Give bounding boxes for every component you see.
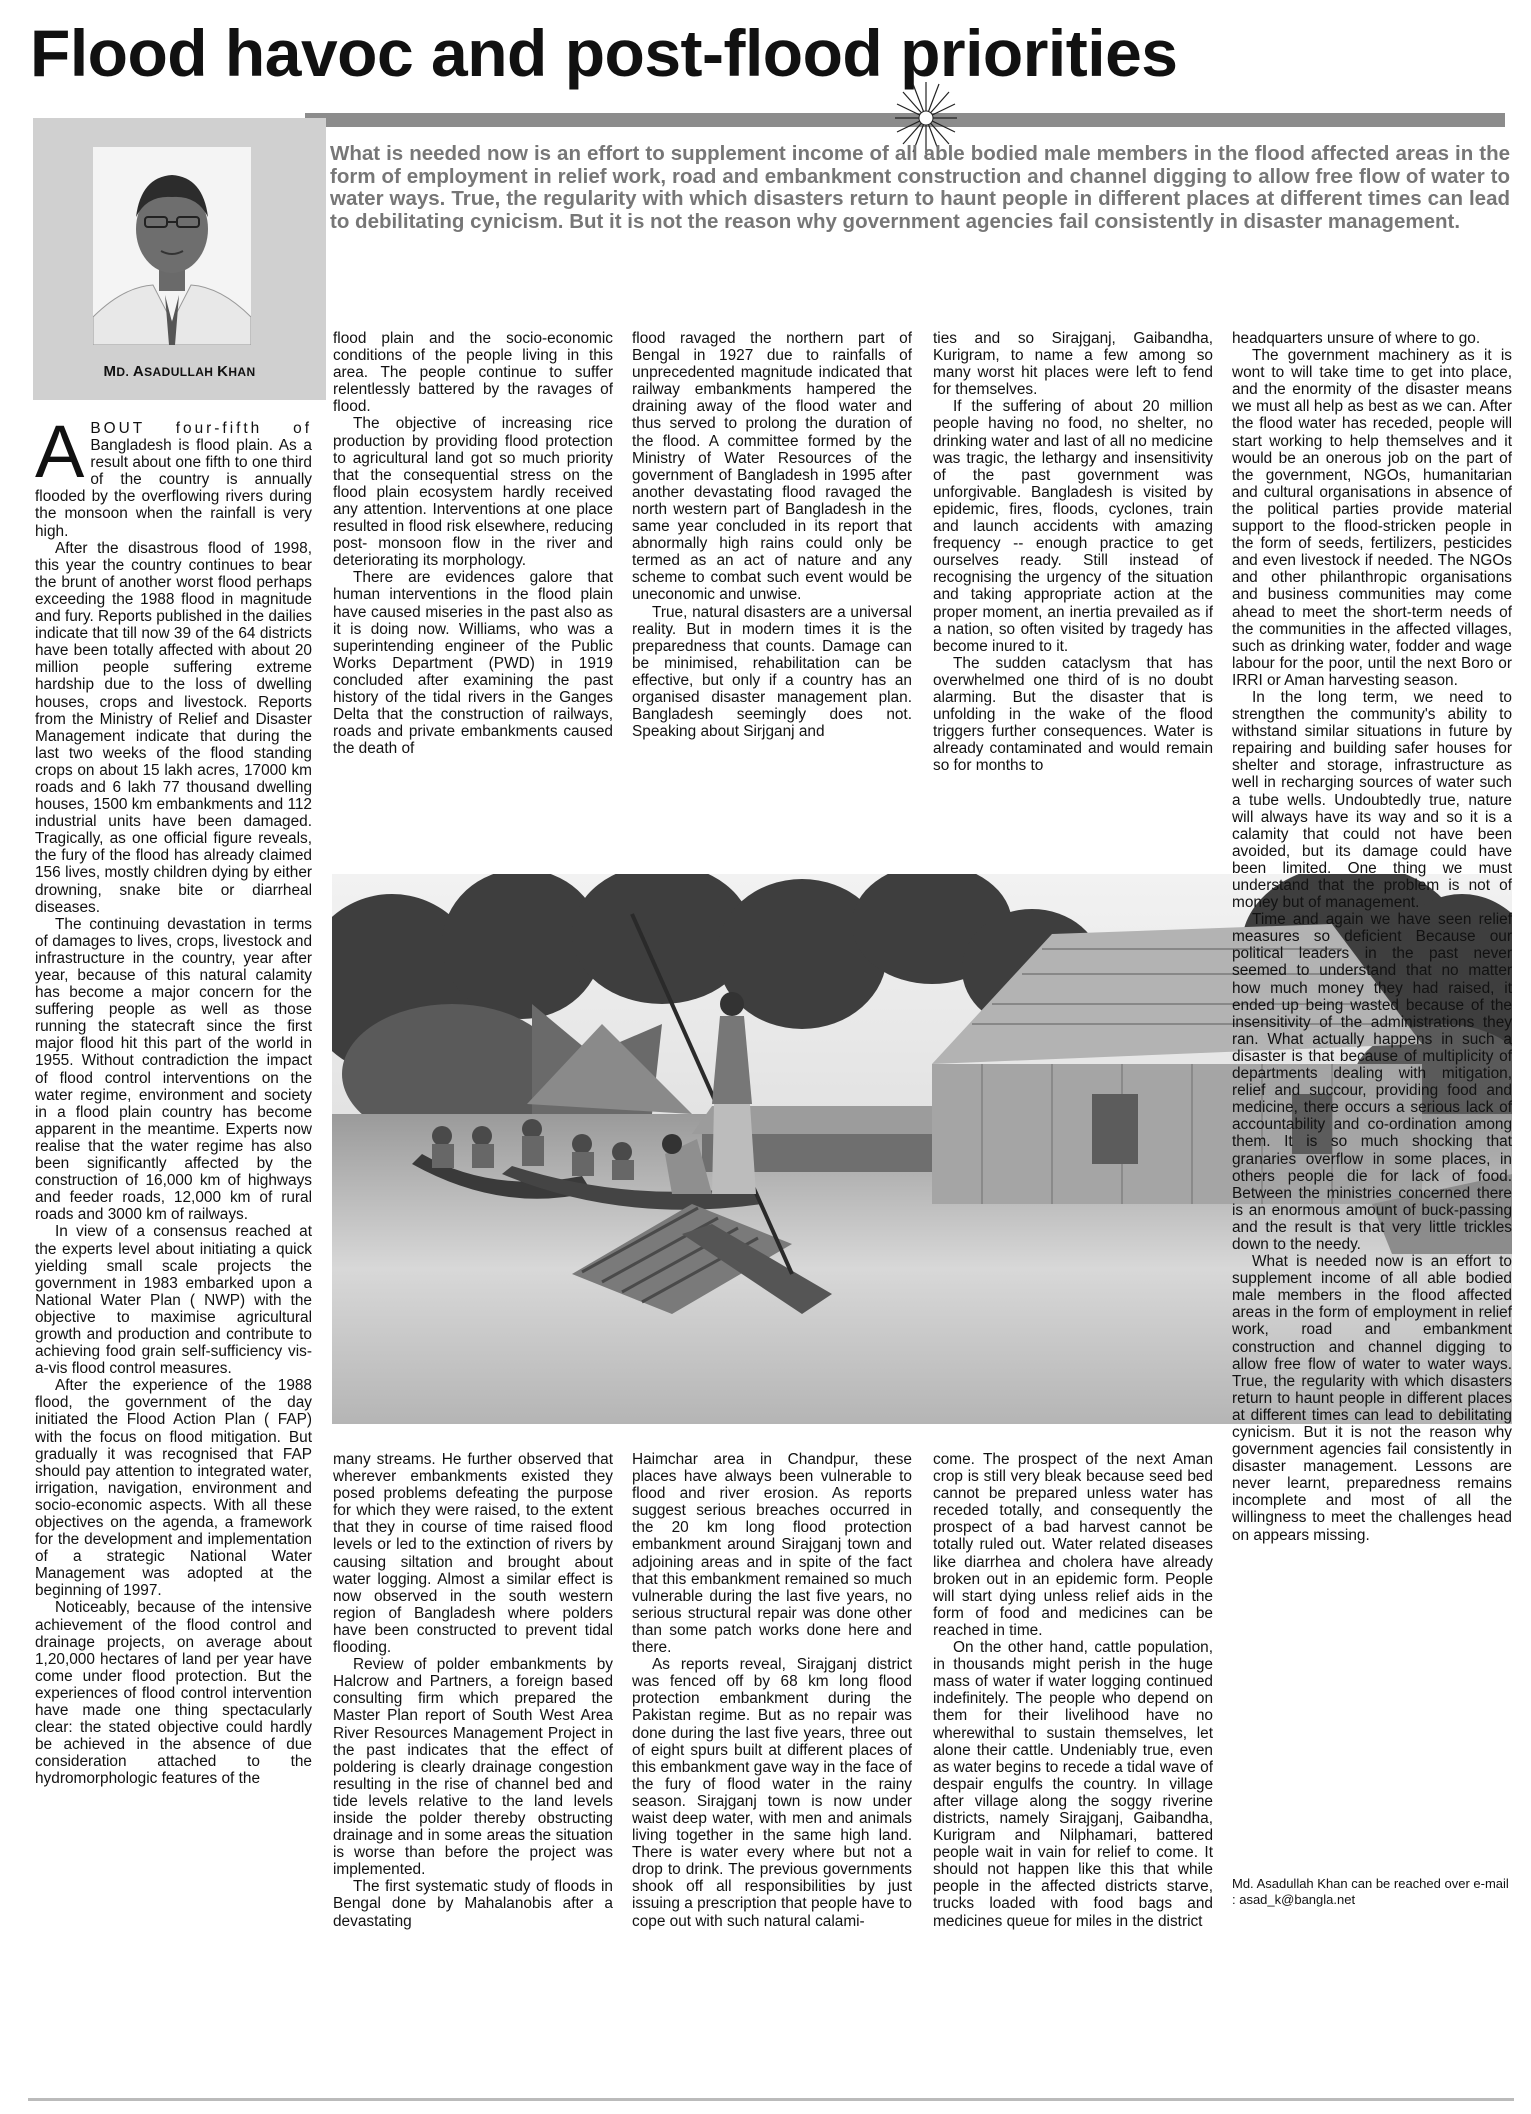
author-byline: MD. ASADULLAH KHAN — [103, 363, 256, 380]
bottom-rule — [28, 2098, 1514, 2101]
article-column-3-top: flood ravaged the northern part of Bengal in 1927 due to rainfalls of unprecedented magnitude indicated that railway embankments hampered the draining away of the flood water and thus served to prolong the duration of the flood. A committee formed by the Ministry of Water Resources of the government of Bangladesh in 1995 after another devastating flood ravaged the north western part of Bangladesh in the same year concluded in its report that abnormally high rains could only be termed as an act of nature and any scheme to combat such event would be uneconomic and unwise. True, natural disasters are a universal reality. But in modern times it is the preparedness that counts. Damage can be minimised, rehabilitation can be effective, but only if a country has an organised disaster management plan. Bangladesh seemingly does not. Speaking about Sirjganj and — [632, 330, 912, 741]
article-column-2-top: flood plain and the socio-economic conditions of the people living in this area. The people continue to suffer relentlessly battered by the ravages of flood. The objective of increasing rice production by providing flood protection to agricultural land got so much priority that the consequential stress on the flood plain ecosystem hardly received any attention. Interventions at one place resulted in flood risk elsewhere, reducing post- monsoon flow in the river and deteriorating its morphology. There are evidences galore that human interventions in the flood plain have caused miseries in the past also as it is doing now. Williams, who was a superintending engineer of the Public Works Department (PWD) in 1919 concluded after examining the past history of the tidal rivers in the Ganges Delta that the construction of railways, roads and private embankments caused the death of — [333, 330, 613, 758]
author-contact-note: Md. Asadullah Khan can be reached over e-mail : asad_k@bangla.net — [1232, 1876, 1509, 1907]
article-column-2-bottom: many streams. He further observed that wherever embankments existed they posed problems defeating the purpose for which they were raised, to the extent that they in course of time raised flood levels or led to the extinction of rivers by causing siltation and brought about water logging. Almost a similar effect is now observed in the south western region of Bangladesh where polders have been constructed to prevent tidal flooding. Review of polder embankments by Halcrow and Partners, a foreign based consulting firm which prepared the Master Plan report of South West Area River Resources Management Project in the past indicates that the effect of poldering is clearly drainage congestion resulting in the rise of channel bed and tide levels relative to the land levels inside the polder thereby obstructing drainage and in some areas the situation is worse than before the project was implemented. The first systematic study of floods in Bengal done by Mahalanobis after a devastating — [333, 1451, 613, 1930]
headline: Flood havoc and post-flood priorities — [30, 16, 1178, 90]
article-column-4-bottom: come. The prospect of the next Aman crop is still very bleak because seed bed cannot be prepared unless water has receded totally, and consequently the prospect of a bad harvest cannot be totally ruled out. Water related diseases like diarrhea and cholera have already broken out in an epidemic form. People will start dying unless relief aids in the form of food and medicines can be reached in time. On the other hand, cattle population, in thousands might perish in the huge mass of water if water logging continued indefinitely. The people who depend on them for their livelihood have no wherewithal to sustain themselves, let alone their cattle. Undeniably true, even as water begins to recede a tidal wave of despair engulfs the country. In village after village along the soggy riverine districts, namely Sirajganj, Gaibandha, Kurigram and Nilphamari, battered people wait in vain for relief to come. It should not happen like this that while people in the affected districts starve, trucks loaded with food bags and medicines queue for miles in the district — [933, 1451, 1213, 1930]
article-column-3-bottom: Haimchar area in Chandpur, these places have always been vulnerable to flood and river erosion. As reports suggest serious breaches occurred in the 20 km long flood protection embankment around Sirajganj town and adjoining areas and in spite of the fact that this embankment remained so much vulnerable during the last five years, no serious structural repair was done other than some patch works done here and there. As reports reveal, Sirajganj district was fenced off by 68 km long flood protection embankment during the Pakistan regime. But as no repair was done during the last five years, three out of eight spurs built at different places of this embankment gave way in the face of the fury of flood water in the rainy season. Sirajganj town is now under waist deep water, with men and animals living together in the same high land. There is water every where but not a drop to drink. The previous governments shook off all responsibilities by just issuing a prescription that people have to cope out with such natural calami- — [632, 1451, 912, 1930]
pull-quote: What is needed now is an effort to supplement income of all able bodied male members in the flood affected areas in the form of employment in relief work, road and embankment construction and channel digging to allow free flow of water to water ways. True, the regularity with which disasters return to haunt people in different places at different times can lead to debilitating cynicism. But it is not the reason why government agencies fail consistently in disaster management. — [330, 142, 1510, 233]
author-portrait — [93, 147, 251, 345]
article-column-4-top: ties and so Sirajganj, Gaibandha, Kurigram, to name a few among so many worst hit places were left to fend for themselves. If the suffering of about 20 million people having no food, no shelter, no drinking water and last of all no medicine was tragic, the lethargy and insensitivity of the past government was unforgivable. Bangladesh is visited by epidemic, fires, floods, cyclones, train and launch accidents with amazing frequency -- enough practice to get ourselves ready. Still instead of recognising the urgency of the situation and taking appropriate action at the proper moment, an inertia prevailed as if a nation, so often visited by tragedy has become inured to it. The sudden cataclysm that has overwhelmed one third of is no doubt alarming. But the disaster that is unfolding in the wake of the flood triggers further consequences. Water is already contaminated and would remain so for months to — [933, 330, 1213, 775]
author-box — [33, 118, 326, 400]
drop-cap: A — [35, 420, 85, 493]
article-column-1: ABOUT four-fifth of Bangladesh is flood plain. As a result about one fifth to one third of the country is annually flooded by the overflowing rivers during the monsoon when the rainfall is very high. After the disastrous flood of 1998, this year the country continues to bear the brunt of another worst flood perhaps exceeding the 1988 flood in magnitude and fury. Reports published in the dailies indicate that till now 39 of the 64 districts have been totally affected with about 20 million people suffering extreme hardship due to the loss of dwelling houses, crops and livestock. Reports from the Ministry of Relief and Disaster Management indicate that during the last two weeks of the flood standing crops on about 15 lakh acres, 17000 km roads and 6 lakh 77 thousand dwelling houses, 1500 km embankments and 112 industrial units have been damaged. Tragically, as one official figure reveals, the fury of the flood has already claimed 156 lives, mostly children dying by either drowning, snake bite or diarrheal diseases. The continuing devastation in terms of damages to lives, crops, livestock and infrastructure in the country, year after year, because of this natural calamity has become a major concern for the suffering people as well as those running the statecraft since the first major flood hit this part of the world in 1955. Without contradiction the impact of flood control interventions on the water regime, environment and society in a flood plain country has become apparent in the meantime. Experts now realise that the water regime has also been significantly affected by the construction of 16,000 km of highways and feeder roads, 12,000 km of rural roads and 3000 km of railways. In view of a consensus reached at the experts level about initiating a quick yielding small scale projects the government in 1983 embarked upon a National Water Plan ( NWP) with the objective to maximise agricultural growth and production and contribute to achieving food grain self-sufficiency vis-a-vis flood control measures. After the experience of the 1988 flood, the government of the day initiated the Flood Action Plan ( FAP) with the focus on flood mitigation. But gradually it was recognised that FAP should pay attention to integrated water, irrigation, navigation, environment and socio-economic aspects. With all these objectives on the agenda, a framework for the development and implementation of a strategic National Water Management was adopted at the beginning of 1997. Noticeably, because of the intensive achievement of the flood control and drainage projects, on average about 1,20,000 hectares of land per year have come under flood protection. But the experiences of flood control intervention have made one thing spectacularly clear: the stated objective could hardly be achieved in the absence of due consideration attached to the hydromorphologic features of the — [35, 420, 312, 1788]
article-column-5: headquarters unsure of where to go. The government machinery as it is wont to will take time to get into place, and the enormity of the disaster means we must all help as best as we can. After the flood water has receded, people will start working to help themselves and it would be an onerous job on the part of the government, NGOs, humanitarian and cultural organisations in absence of the political parties provide material support to the flood-stricken people in the form of seeds, fertilizers, pesticides and even livestock if needed. The NGOs and other philanthropic organisations and business communities may come ahead to meet the short-term needs of the communities in the affected villages, such as drinking water, fodder and wage labour for the poor, until the next Boro or IRRI or Aman harvesting season. In the long term, we need to strengthen the community's ability to withstand similar situations in future by repairing and building safer houses for shelter and storage, infrastructure as well in recharging sources of water such a tube wells. Undoubtedly true, nature will always have its way and so it is a calamity that could not have been avoided, but its damage could have been limited. One thing we must understand that the problem is not of money but of management. Time and again we have seen relief measures so deficient Because our political leaders in the past never seemed to understand that no matter how much money they had raised, it ended up being wasted because of the insensitivity of the administrations they ran. What actually happens in such a disaster is that because of multiplicity of departments dealing with mitigation, relief and succour, providing food and medicine, there occurs a serious lack of accountability and co-ordination among them. It is so much shocking that granaries overflow in some places, in others people die for lack of food. Between the ministries concerned there is an enormous amount of buck-passing and the result is that very little trickles down to the needy. What is needed now is an effort to supplement income of all able bodied male members in the flood affected areas in the form of employment in relief work, road and embankment construction and channel digging to allow free flow of water to water ways. True, the regularity with which disasters return to haunt people in different places at different times can lead to debilitating cynicism. But it is not the reason why government agencies fail consistently in disaster management. Lessons are never learnt, preparedness remains incomplete and most of all the willingness to meet the challenges head on appears missing. — [1232, 330, 1512, 1544]
